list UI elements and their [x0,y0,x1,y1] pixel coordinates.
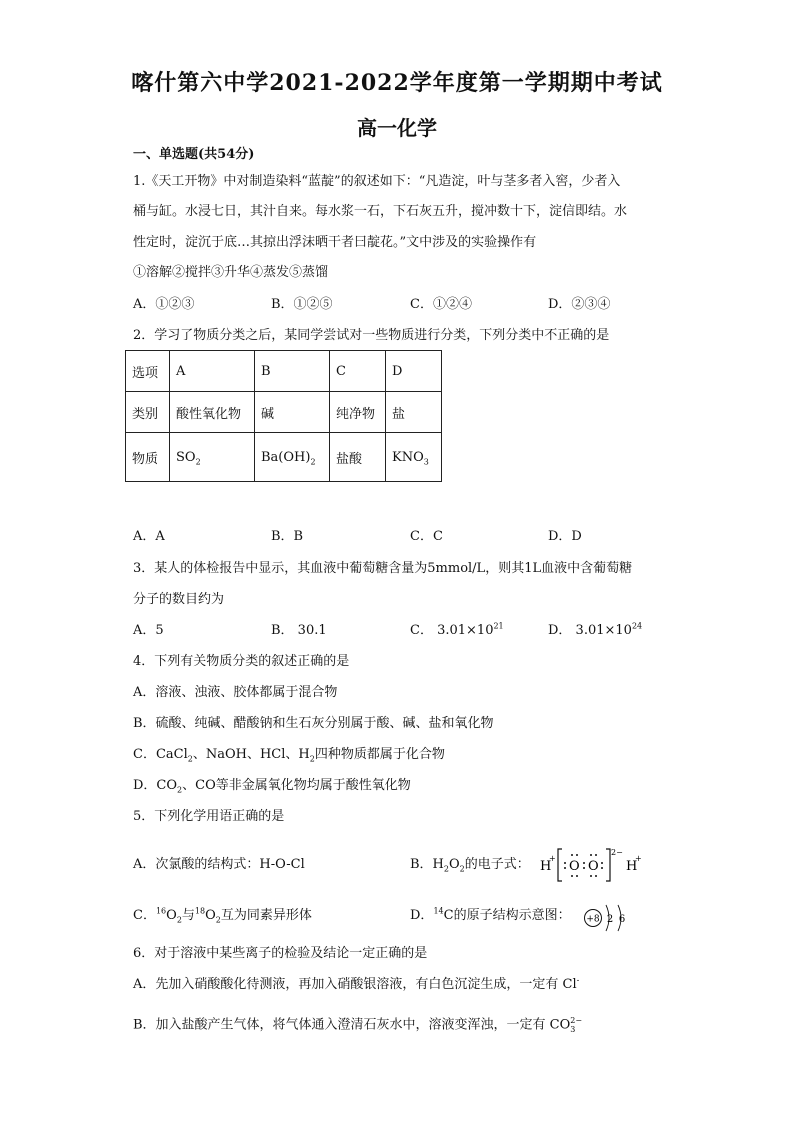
q3-option-a: A．5 [133,623,164,638]
option-text: O [448,857,460,872]
table-cell: 纯净物 [330,392,386,433]
table-cell: D [386,351,442,392]
hydrogen-left: H [540,859,552,874]
formula-so2: SO [176,449,196,465]
table-row [126,392,442,433]
q1-option-a: A．①②③ [133,297,195,312]
formula-kno3: KNO [392,449,424,465]
q4-option-a: A．溶液、浊液、胶体都属于混合物 [133,685,338,700]
oxygen-1: O [569,859,580,874]
q1-operations: ①溶解②搅拌③升华④蒸发⑤蒸馏 [133,265,329,280]
formula-subscript: 2 [215,915,221,925]
formula-subscript: 2 [177,785,183,795]
formula-subscript: 2 [187,754,193,764]
table-cell: C [330,351,386,392]
bracket-left [558,849,562,881]
table-cell [386,433,442,482]
table-row [126,433,442,482]
formula-subscript: 2 [309,754,315,764]
q6-stem: 6．对于溶液中某些离子的检验及结论一定正确的是 [133,946,428,961]
formula-subscript: 2 [176,915,182,925]
hydrogen-right: H [626,859,638,874]
q5-option-a: A．次氯酸的结构式：H-O-Cl [133,857,305,872]
option-text: A．先加入硝酸酸化待测液，再加入硝酸银溶液，有白色沉淀生成，一定有 Cl [133,977,577,992]
q2-option-b: B．B [271,529,304,544]
bracket-charge: 2− [611,848,623,857]
mass-number: 18 [194,906,206,916]
mass-number: 16 [155,906,167,916]
ion-script [570,1016,582,1034]
q6-option-a [133,976,579,994]
charge-plus-left: + [549,854,556,863]
nucleus-charge: +8 [586,914,600,925]
table-cell: 物质 [126,433,170,482]
exponent: 24 [631,621,643,631]
q2-option-d: D．D [548,529,582,544]
shell-2-electrons: 6 [618,914,626,925]
option-text: C．CaCl [133,747,188,762]
ion-charge: - [576,975,580,985]
table-cell: 盐 [386,392,442,433]
charge-plus-right: + [635,854,642,863]
q5-option-d [410,907,571,925]
option-text: O [205,908,216,923]
q5-stem: 5．下列化学用语正确的是 [133,809,285,824]
formula-subscript: 2 [459,864,465,874]
q2-option-c: C．C [410,529,443,544]
q4-stem: 4．下列有关物质分类的叙述正确的是 [133,654,350,669]
formula-subscript: 3 [423,457,429,467]
table-cell: 类别 [126,392,170,433]
table-cell: 选项 [126,351,170,392]
q6-option-b [133,1016,582,1035]
formula-baoh2: Ba(OH) [261,449,311,465]
table-cell: 盐酸 [330,433,386,482]
q3-option-b: B． 30.1 [271,623,327,638]
table-cell: A [170,351,255,392]
option-text: 与 [181,908,195,923]
page-subtitle: 高一化学 [357,116,437,140]
option-text: 互为同素异形体 [220,908,312,923]
table-row [126,351,442,392]
table-cell [170,433,255,482]
formula-subscript: 3 [570,1025,576,1034]
oxygen-2: O [588,859,599,874]
q3-option-c [410,622,504,640]
table-cell: B [255,351,330,392]
option-text: D． [410,908,434,923]
q1-stem-line3: 性定时，淀沉于底…其掠出浮沫晒干者曰靛花。”文中涉及的实验操作有 [133,235,537,250]
option-text: 、CO等非金属氧化物均属于酸性氧化物 [182,778,411,793]
option-text: O [166,908,177,923]
q2-stem: 2．学习了物质分类之后，某同学尝试对一些物质进行分类，下列分类中不正确的是 [133,328,610,343]
option-text: 、NaOH、HCl、H [192,747,310,762]
q4-option-b: B．硫酸、纯碱、醋酸钠和生石灰分别属于酸、碱、盐和氧化物 [133,716,494,731]
q5-option-c [133,907,312,925]
q3-stem-line1: 3．某人的体检报告中显示，其血液中葡萄糖含量为5mmol/L，则其1L血液中含葡萄糖 [133,561,633,576]
q5-option-b [410,856,530,874]
table-cell: 酸性氧化物 [170,392,255,433]
q3-option-d [548,622,642,640]
classification-table [125,350,442,482]
h2o2-electron-formula [538,845,658,885]
bracket-right [606,849,610,881]
atom-structure-diagram [583,902,633,934]
q2-option-a: A．A [133,529,165,544]
option-text: B．加入盐酸产生气体，将气体通入澄清石灰水中，溶液变浑浊，一定有 CO [133,1017,571,1033]
option-text: D． 3.01×10 [548,623,632,638]
option-text: D．CO [133,778,178,793]
exponent: 21 [493,621,504,631]
option-text: B．H [410,857,444,872]
option-text: 的电子式： [464,857,530,872]
mass-number: 14 [433,906,444,916]
formula-subscript: 2 [195,457,201,467]
table-cell [255,433,330,482]
option-text: C． [133,908,156,923]
ion-charge: 2− [570,1016,583,1025]
q3-stem-line2: 分子的数目约为 [133,592,225,607]
table-cell: 碱 [255,392,330,433]
q4-option-d [133,777,411,795]
shell-1-electrons: 2 [606,914,614,925]
option-text: C． 3.01×10 [410,623,494,638]
q1-stem-line1: 1.《天工开物》中对制造染料“蓝靛”的叙述如下：“凡造淀，叶与茎多者入窖，少者入 [133,174,621,189]
section-heading: 一、单选题(共54分) [133,147,255,162]
q1-stem-line2: 桶与缸。水浸七日，其汁自来。每水浆一石，下石灰五升，搅冲数十下，淀信即结。水 [133,204,628,219]
formula-subscript: 2 [310,457,316,467]
q4-option-c [133,746,445,764]
option-text: C的原子结构示意图： [443,908,571,923]
formula-subscript: 2 [443,864,449,874]
page-title: 喀什第六中学2021-2022学年度第一学期期中考试 [131,70,663,96]
option-text: 四种物质都属于化合物 [314,747,445,762]
q1-option-b: B．①②⑤ [271,297,333,312]
q1-option-c: C．①②④ [410,297,472,312]
q1-option-d: D．②③④ [548,297,611,312]
